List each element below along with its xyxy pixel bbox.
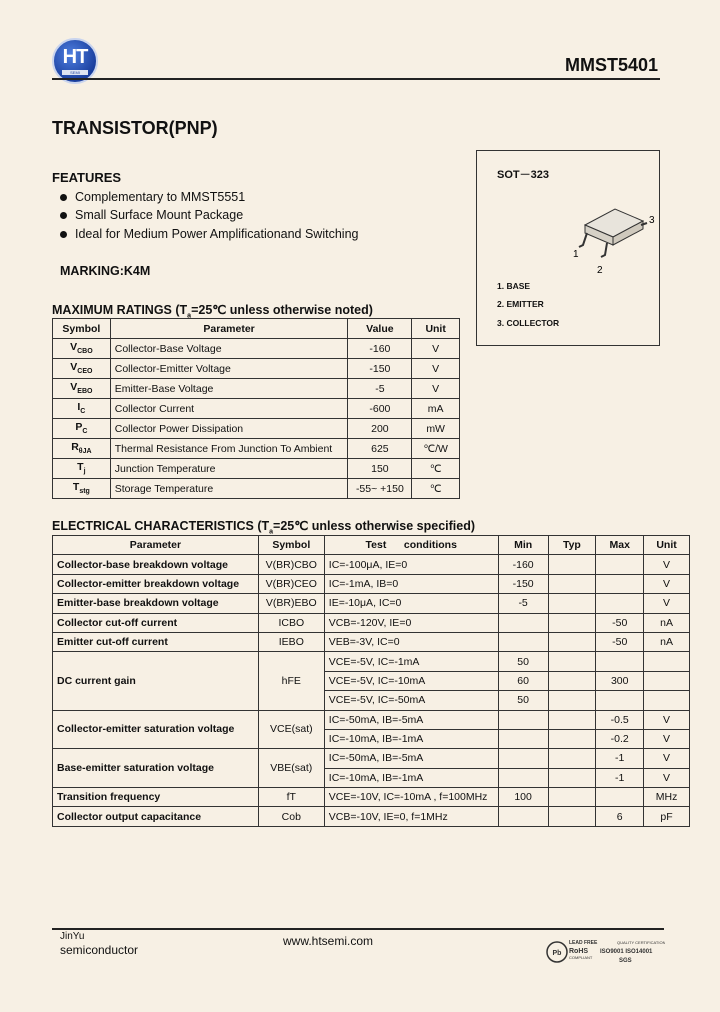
unit-cell: V	[644, 594, 690, 613]
bullet-icon	[60, 231, 67, 238]
parameter-cell: Junction Temperature	[110, 459, 348, 479]
table-row	[53, 339, 460, 359]
table-row	[53, 652, 690, 671]
max-cell: -1	[596, 749, 644, 768]
min-cell	[498, 729, 548, 748]
column-header: Typ	[548, 536, 596, 555]
unit-cell: ℃/W	[412, 439, 460, 459]
electrical-table	[52, 535, 690, 827]
pin-number-3: 3	[649, 215, 655, 226]
footer-website-link[interactable]: www.htsemi.com	[283, 934, 374, 948]
table-row	[53, 710, 690, 729]
table-row	[53, 399, 460, 419]
symbol-cell: $V_{CEO}$	[53, 359, 111, 379]
svg-text:Pb: Pb	[552, 950, 562, 957]
max-cell: -0.5	[596, 710, 644, 729]
sot323-package-drawing	[557, 193, 657, 283]
unit-cell: ℃	[412, 479, 460, 499]
min-cell: -150	[498, 574, 548, 593]
parameter-cell: Collector-Base Voltage	[110, 339, 348, 359]
parameter-cell: Collector cut-off current	[53, 613, 259, 632]
symbol-cell: $R_{\theta JA}$	[53, 439, 111, 459]
condition-cell: IC=-10mA, IB=-1mA	[324, 729, 498, 748]
unit-cell: V	[644, 749, 690, 768]
max-cell	[596, 652, 644, 671]
features-heading: FEATURES	[52, 170, 122, 185]
column-header: Test conditions	[324, 536, 498, 555]
table-row	[53, 594, 690, 613]
typ-cell	[548, 613, 596, 632]
feature-item	[60, 227, 358, 241]
feature-text: Complementary to MMST5551	[75, 190, 246, 204]
feature-text: Ideal for Medium Power Amplificationand Switching	[75, 227, 359, 241]
table-row	[53, 439, 460, 459]
pin-label-collector: 3. COLLECTOR	[497, 318, 560, 328]
logo-subtext: SEMI	[62, 70, 88, 75]
unit-cell: V	[644, 768, 690, 787]
electrical-title: ELECTRICAL CHARACTERISTICS ($T_a=25℃$ unless otherwise specified)	[52, 519, 476, 536]
min-cell	[498, 749, 548, 768]
parameter-cell: Emitter cut-off current	[53, 632, 259, 651]
marking-code: MARKING:K4M	[60, 264, 151, 278]
min-cell: -160	[498, 555, 548, 574]
svg-text:ISO9001 ISO14001: ISO9001 ISO14001	[600, 949, 653, 955]
typ-cell	[548, 632, 596, 651]
unit-cell: V	[644, 574, 690, 593]
table-row	[53, 459, 460, 479]
typ-cell	[548, 788, 596, 807]
pin-label-base: 1. BASE	[497, 281, 531, 291]
condition-cell: VCE=-5V, IC=-50mA	[324, 691, 498, 710]
unit-cell: ℃	[412, 459, 460, 479]
max-cell: -1	[596, 768, 644, 787]
table-row	[53, 613, 690, 632]
condition-cell: VCE=-10V, IC=-10mA , f=100MHz	[324, 788, 498, 807]
min-cell: -5	[498, 594, 548, 613]
typ-cell	[548, 749, 596, 768]
condition-cell: IC=-50mA, IB=-5mA	[324, 749, 498, 768]
parameter-cell: Storage Temperature	[110, 479, 348, 499]
table-header-row	[53, 319, 460, 339]
parameter-cell: Transition frequency	[53, 788, 259, 807]
feature-item	[60, 208, 243, 222]
typ-cell	[548, 671, 596, 690]
rohs-certification-badge	[545, 938, 665, 968]
value-cell: -600	[348, 399, 412, 419]
column-header: Symbol	[258, 536, 324, 555]
max-cell: -0.2	[596, 729, 644, 748]
typ-cell	[548, 807, 596, 826]
symbol-cell: $I_C$	[53, 399, 111, 419]
table-row	[53, 574, 690, 593]
symbol-cell: $T_{stg}$	[53, 479, 111, 499]
min-cell: 100	[498, 788, 548, 807]
unit-cell: V	[644, 710, 690, 729]
table-row	[53, 807, 690, 826]
max-cell	[596, 555, 644, 574]
unit-cell: pF	[644, 807, 690, 826]
value-cell: -160	[348, 339, 412, 359]
svg-text:SGS: SGS	[619, 958, 632, 964]
column-header: Parameter	[110, 319, 348, 339]
symbol-cell: $P_C$	[53, 419, 111, 439]
typ-cell	[548, 652, 596, 671]
feature-item	[60, 190, 245, 204]
symbol-cell: V(BR)EBO	[258, 594, 324, 613]
parameter-cell: DC current gain	[53, 652, 259, 710]
svg-text:COMPLIANT: COMPLIANT	[569, 955, 593, 960]
column-header: Max	[596, 536, 644, 555]
min-cell	[498, 632, 548, 651]
value-cell: -55~ +150	[348, 479, 412, 499]
parameter-cell: Collector-emitter breakdown voltage	[53, 574, 259, 593]
max-cell	[596, 691, 644, 710]
svg-text:QUALITY CERTIFICATION: QUALITY CERTIFICATION	[617, 940, 665, 945]
symbol-cell: $V_{CBO}$	[53, 339, 111, 359]
condition-cell: VCE=-5V, IC=-10mA	[324, 671, 498, 690]
condition-cell: VCB=-120V, IE=0	[324, 613, 498, 632]
parameter-cell: Collector Power Dissipation	[110, 419, 348, 439]
unit-cell	[644, 652, 690, 671]
typ-cell	[548, 691, 596, 710]
column-header: Value	[348, 319, 412, 339]
part-number: MMST5401	[564, 55, 658, 75]
max-ratings-table	[52, 318, 460, 499]
table-header-row	[53, 536, 690, 555]
condition-cell: VCB=-10V, IE=0, f=1MHz	[324, 807, 498, 826]
bullet-icon	[60, 194, 67, 201]
typ-cell	[548, 710, 596, 729]
parameter-cell: Base-emitter saturation voltage	[53, 749, 259, 788]
page-title: TRANSISTOR(PNP)	[52, 118, 218, 138]
table-row	[53, 359, 460, 379]
column-header: Unit	[412, 319, 460, 339]
typ-cell	[548, 594, 596, 613]
symbol-cell: V(BR)CEO	[258, 574, 324, 593]
table-row	[53, 555, 690, 574]
footer-company-type: semiconductor	[60, 943, 139, 957]
symbol-cell: hFE	[258, 652, 324, 710]
unit-cell: V	[644, 729, 690, 748]
package-title: SOT－323	[497, 169, 549, 181]
unit-cell	[644, 671, 690, 690]
unit-cell: mW	[412, 419, 460, 439]
min-cell: 50	[498, 691, 548, 710]
value-cell: 200	[348, 419, 412, 439]
min-cell	[498, 613, 548, 632]
logo-text: HT	[62, 46, 88, 68]
typ-cell	[548, 729, 596, 748]
min-cell: 60	[498, 671, 548, 690]
value-cell: 625	[348, 439, 412, 459]
table-row	[53, 419, 460, 439]
parameter-cell: Emitter-base breakdown voltage	[53, 594, 259, 613]
condition-cell: IC=-10mA, IB=-1mA	[324, 768, 498, 787]
column-header: Parameter	[53, 536, 259, 555]
parameter-cell: Collector-emitter saturation voltage	[53, 710, 259, 749]
parameter-cell: Thermal Resistance From Junction To Ambient	[110, 439, 348, 459]
column-header: Unit	[644, 536, 690, 555]
column-header: Symbol	[53, 319, 111, 339]
unit-cell: mA	[412, 399, 460, 419]
table-row	[53, 379, 460, 399]
table-row	[53, 749, 690, 768]
feature-text: Small Surface Mount Package	[75, 208, 244, 222]
min-cell	[498, 710, 548, 729]
table-row	[53, 632, 690, 651]
svg-text:RoHS: RoHS	[569, 948, 589, 955]
svg-text:LEAD FREE: LEAD FREE	[569, 940, 598, 946]
pin-number-1: 1	[573, 249, 579, 260]
table-row	[53, 788, 690, 807]
unit-cell	[644, 691, 690, 710]
condition-cell: VCE=-5V, IC=-1mA	[324, 652, 498, 671]
parameter-cell: Collector-Emitter Voltage	[110, 359, 348, 379]
max-cell	[596, 788, 644, 807]
max-ratings-title: MAXIMUM RATINGS ($T_a=25℃$ unless otherwise noted)	[52, 303, 373, 320]
typ-cell	[548, 574, 596, 593]
value-cell: 150	[348, 459, 412, 479]
parameter-cell: Emitter-Base Voltage	[110, 379, 348, 399]
symbol-cell: VBE(sat)	[258, 749, 324, 788]
column-header: Min	[498, 536, 548, 555]
max-cell: 300	[596, 671, 644, 690]
typ-cell	[548, 768, 596, 787]
condition-cell: IE=-10μA, IC=0	[324, 594, 498, 613]
parameter-cell: Collector Current	[110, 399, 348, 419]
symbol-cell: Cob	[258, 807, 324, 826]
parameter-cell: Collector-base breakdown voltage	[53, 555, 259, 574]
condition-cell: IC=-100μA, IE=0	[324, 555, 498, 574]
symbol-cell: fT	[258, 788, 324, 807]
bullet-icon	[60, 212, 67, 219]
symbol-cell: VCE(sat)	[258, 710, 324, 749]
value-cell: -150	[348, 359, 412, 379]
table-row	[53, 479, 460, 499]
symbol-cell: $T_j$	[53, 459, 111, 479]
symbol-cell: V(BR)CBO	[258, 555, 324, 574]
unit-cell: V	[412, 379, 460, 399]
unit-cell: V	[412, 359, 460, 379]
unit-cell: V	[412, 339, 460, 359]
typ-cell	[548, 555, 596, 574]
condition-cell: IC=-50mA, IB=-5mA	[324, 710, 498, 729]
symbol-cell: IEBO	[258, 632, 324, 651]
max-cell: -50	[596, 613, 644, 632]
min-cell	[498, 768, 548, 787]
unit-cell: MHz	[644, 788, 690, 807]
max-cell: 6	[596, 807, 644, 826]
unit-cell: V	[644, 555, 690, 574]
header-divider	[52, 78, 660, 80]
pin-label-emitter: 2. EMITTER	[497, 299, 544, 309]
parameter-cell: Collector output capacitance	[53, 807, 259, 826]
min-cell	[498, 807, 548, 826]
condition-cell: VEB=-3V, IC=0	[324, 632, 498, 651]
footer-company-name: JinYu	[60, 931, 85, 942]
symbol-cell: ICBO	[258, 613, 324, 632]
unit-cell: nA	[644, 632, 690, 651]
max-cell	[596, 574, 644, 593]
value-cell: -5	[348, 379, 412, 399]
package-box	[476, 150, 660, 346]
min-cell: 50	[498, 652, 548, 671]
max-cell: -50	[596, 632, 644, 651]
max-cell	[596, 594, 644, 613]
symbol-cell: $V_{EBO}$	[53, 379, 111, 399]
pin-number-2: 2	[597, 265, 603, 276]
footer-divider	[52, 928, 664, 930]
unit-cell: nA	[644, 613, 690, 632]
condition-cell: IC=-1mA, IB=0	[324, 574, 498, 593]
